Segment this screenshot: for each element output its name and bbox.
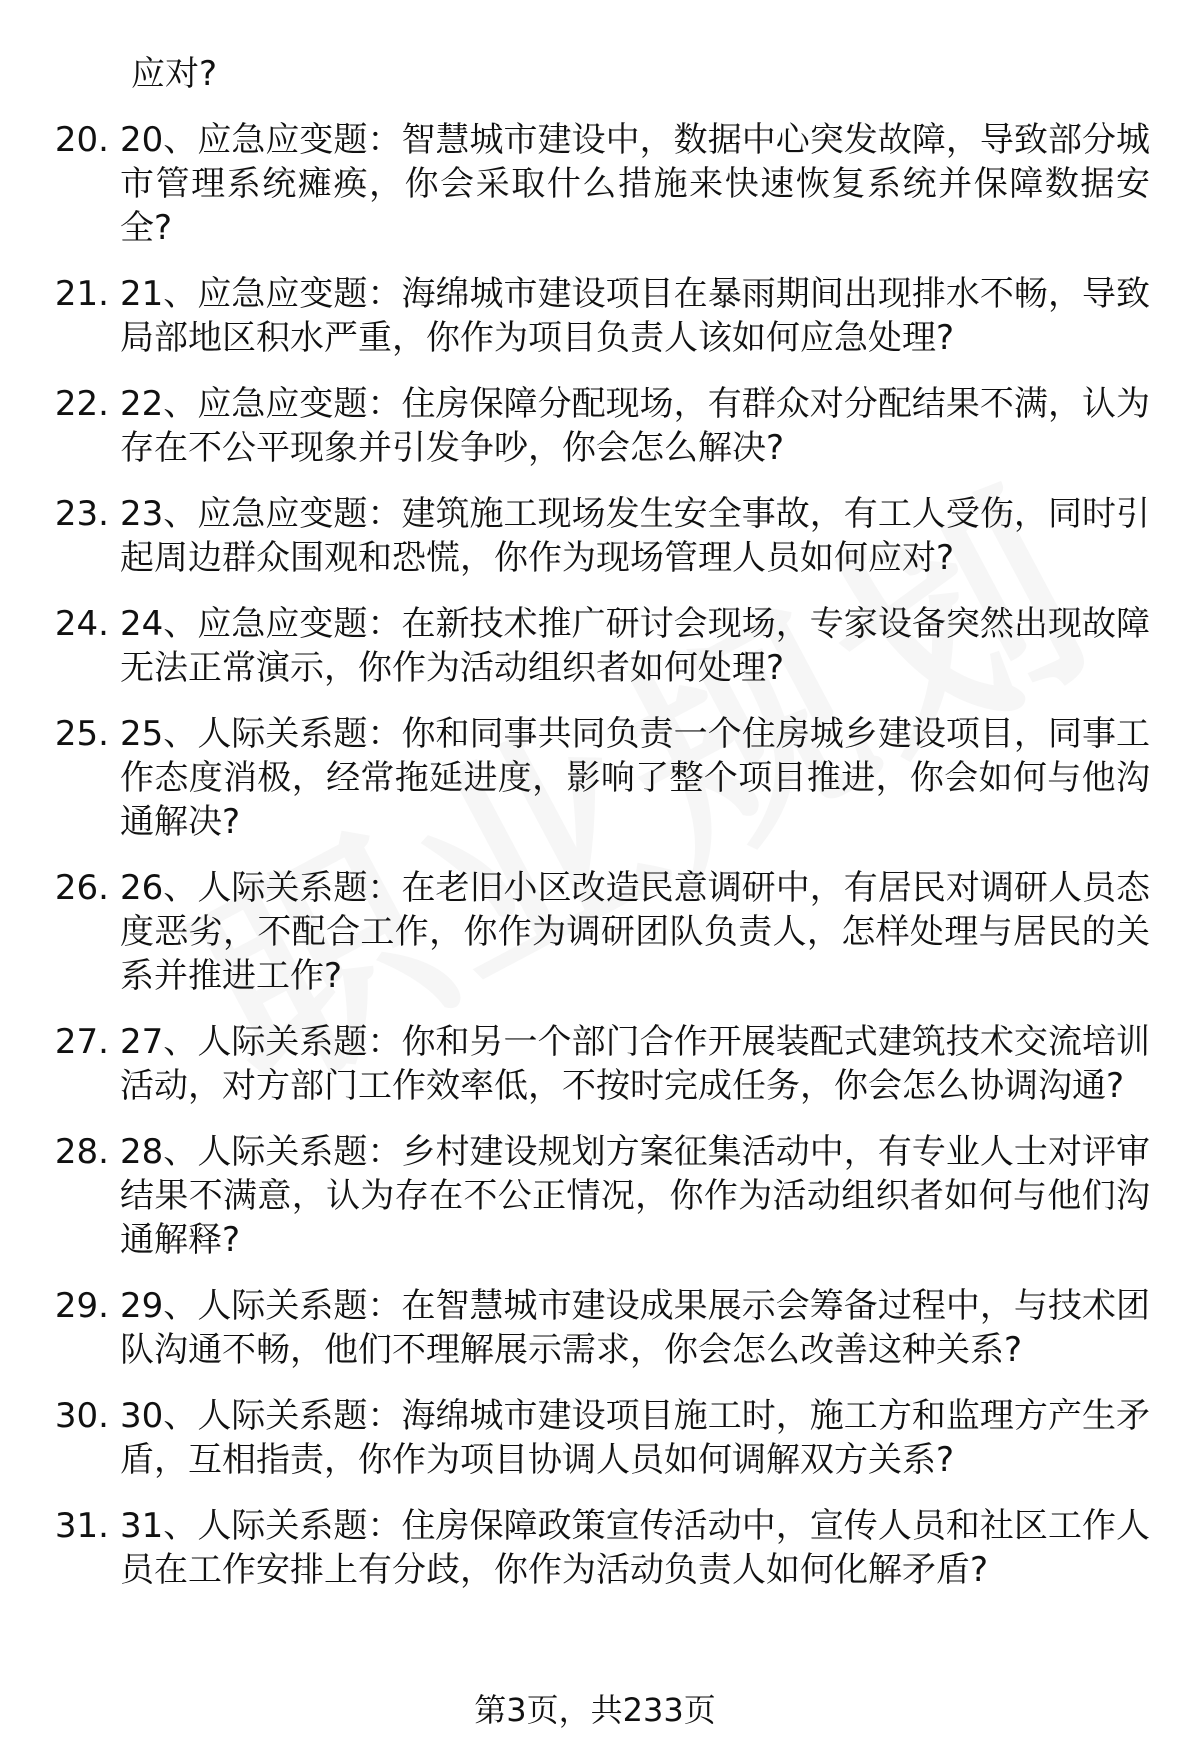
question-item — [0, 1504, 1190, 1592]
question-text: 25、人际关系题：你和同事共同负责一个住房城乡建设项目，同事工作态度消极，经常拖延进度，影响了整个项目推进，你会如何与他沟通解决? — [120, 714, 1150, 842]
question-number: 30. — [54, 1396, 109, 1436]
question-item — [0, 712, 1190, 844]
question-text: 28、人际关系题：乡村建设规划方案征集活动中，有专业人士对评审结果不满意，认为存在不公正情况，你作为活动组织者如何与他们沟通解释? — [120, 1132, 1150, 1260]
question-item — [0, 602, 1190, 690]
question-number: 26. — [54, 868, 109, 908]
question-number: 22. — [54, 384, 109, 424]
question-text: 21、应急应变题：海绵城市建设项目在暴雨期间出现排水不畅，导致局部地区积水严重，你作为项目负责人该如何应急处理? — [120, 274, 1150, 358]
question-item — [0, 1394, 1190, 1482]
question-item — [0, 272, 1190, 360]
question-number: 29. — [54, 1286, 109, 1326]
question-text: 29、人际关系题：在智慧城市建设成果展示会筹备过程中，与技术团队沟通不畅，他们不理解展示需求，你会怎么改善这种关系? — [120, 1286, 1150, 1370]
question-number: 25. — [54, 714, 109, 754]
question-text: 26、人际关系题：在老旧小区改造民意调研中，有居民对调研人员态度恶劣，不配合工作，你作为调研团队负责人，怎样处理与居民的关系并推进工作? — [120, 868, 1150, 996]
question-number: 20. — [54, 120, 109, 160]
question-item — [0, 1020, 1190, 1108]
question-item — [0, 866, 1190, 998]
question-list — [0, 52, 1190, 1614]
question-text: 22、应急应变题：住房保障分配现场，有群众对分配结果不满，认为存在不公平现象并引发争吵，你会怎么解决? — [120, 384, 1150, 468]
question-number: 21. — [54, 274, 109, 314]
question-text: 30、人际关系题：海绵城市建设项目施工时，施工方和监理方产生矛盾，互相指责，你作为项目协调人员如何调解双方关系? — [120, 1396, 1150, 1480]
question-number: 31. — [54, 1506, 109, 1546]
question-item — [0, 382, 1190, 470]
question-item — [0, 492, 1190, 580]
question-text: 31、人际关系题：住房保障政策宣传活动中，宣传人员和社区工作人员在工作安排上有分歧，你作为活动负责人如何化解矛盾? — [120, 1506, 1150, 1590]
question-text: 24、应急应变题：在新技术推广研讨会现场，专家设备突然出现故障无法正常演示，你作为活动组织者如何处理? — [120, 604, 1150, 688]
page-footer — [0, 1690, 1190, 1730]
question-text: 23、应急应变题：建筑施工现场发生安全事故，有工人受伤，同时引起周边群众围观和恐慌，你作为现场管理人员如何应对? — [120, 494, 1150, 578]
question-number: 28. — [54, 1132, 109, 1172]
question-item — [0, 1130, 1190, 1262]
continuation-text: 应对? — [131, 54, 218, 94]
page-number-label: 第3页，共233页 — [474, 1691, 716, 1729]
question-number: 23. — [54, 494, 109, 534]
question-text: 27、人际关系题：你和另一个部门合作开展装配式建筑技术交流培训活动，对方部门工作效率低，不按时完成任务，你会怎么协调沟通? — [120, 1022, 1150, 1106]
question-number: 24. — [54, 604, 109, 644]
question-item — [0, 1284, 1190, 1372]
question-number: 27. — [54, 1022, 109, 1062]
question-text: 20、应急应变题：智慧城市建设中，数据中心突发故障，导致部分城市管理系统瘫痪，你会采取什么措施来快速恢复系统并保障数据安全? — [120, 120, 1150, 248]
question-item — [0, 118, 1190, 250]
